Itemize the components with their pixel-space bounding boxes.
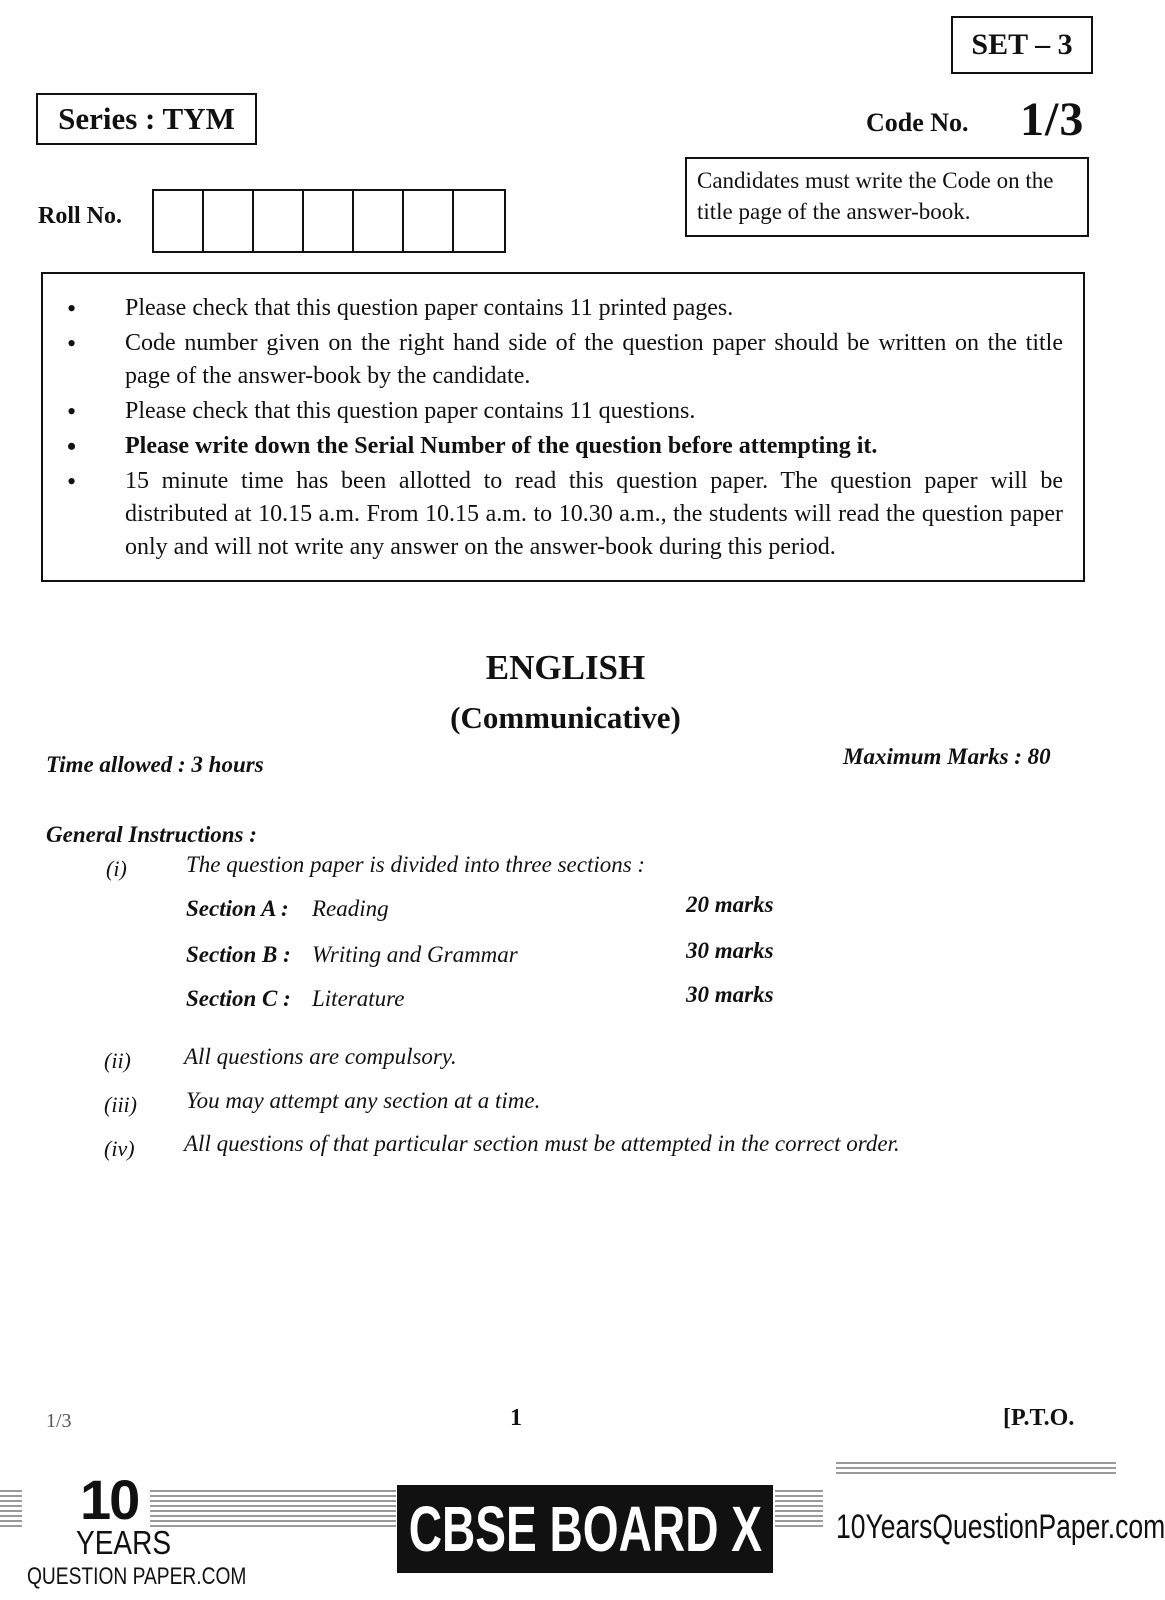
section-b-marks: 30 marks xyxy=(686,938,774,963)
instruction-item: • 15 minute time has been allotted to read this question paper. The question paper will be distributed at 10.15 a.m. From 10.15 a.m. to 10.30 a.m., the students will read the question paper only and will not write any answer on the answer-book during this period. xyxy=(67,465,1063,564)
item-number: (ii) xyxy=(104,1048,131,1073)
series-label: Series : TYM xyxy=(36,93,257,145)
section-c-desc: Literature xyxy=(312,986,405,1011)
section-a-marks: 20 marks xyxy=(686,892,774,917)
instruction-item: • Code number given on the right hand side of the question paper should be written on the title page of the answer-book by the candidate. xyxy=(67,327,1063,393)
general-instructions-heading: General Instructions : xyxy=(46,822,257,847)
decorative-stripes xyxy=(0,1490,22,1530)
item-number: (iv) xyxy=(104,1136,135,1161)
pto-label: [P.T.O. xyxy=(1003,1405,1075,1431)
section-c-name: Section C : xyxy=(186,986,291,1011)
item-text: All questions of that particular section must be attempted in the correct order. xyxy=(184,1131,900,1156)
instructions-box xyxy=(41,272,1085,582)
section-b-desc: Writing and Grammar xyxy=(312,942,518,967)
item-text: All questions are compulsory. xyxy=(184,1044,457,1069)
logo-years: YEARS xyxy=(76,1524,172,1561)
section-a-name: Section A : xyxy=(186,896,289,921)
decorative-stripes xyxy=(836,1462,1116,1480)
decorative-stripes xyxy=(775,1490,823,1530)
roll-digit-box[interactable] xyxy=(204,191,254,251)
roll-digit-box[interactable] xyxy=(404,191,454,251)
instruction-item: • Please write down the Serial Number of the question before attempting it. xyxy=(67,430,1063,463)
candidate-note: Candidates must write the Code on the title page of the answer-book. xyxy=(685,157,1089,237)
instruction-item: • Please check that this question paper contains 11 printed pages. xyxy=(67,292,1063,325)
roll-label: Roll No. xyxy=(38,203,122,229)
roll-digit-box[interactable] xyxy=(354,191,404,251)
item-number: (iii) xyxy=(104,1092,137,1117)
section-c-marks: 30 marks xyxy=(686,982,774,1007)
item-number: (i) xyxy=(106,856,127,881)
logo-number: 10 xyxy=(80,1468,139,1531)
item-text: You may attempt any section at a time. xyxy=(186,1088,541,1113)
page-number: 1 xyxy=(510,1405,522,1431)
code-value: 1/3 xyxy=(1020,93,1085,146)
section-b-name: Section B : xyxy=(186,942,291,967)
roll-digit-box[interactable] xyxy=(254,191,304,251)
instructions-list xyxy=(67,292,1063,564)
website-link[interactable]: 10YearsQuestionPaper.com xyxy=(836,1508,1165,1546)
roll-digit-box[interactable] xyxy=(304,191,354,251)
decorative-stripes xyxy=(150,1490,396,1530)
roll-digit-box[interactable] xyxy=(154,191,204,251)
logo-subtitle: QUESTION PAPER.COM xyxy=(27,1563,247,1590)
set-label: SET – 3 xyxy=(951,16,1093,74)
footer-code: 1/3 xyxy=(46,1410,72,1432)
subject-subtitle: (Communicative) xyxy=(450,700,681,735)
subject-title: ENGLISH xyxy=(485,648,646,687)
cbse-banner xyxy=(397,1485,773,1573)
instruction-item: • Please check that this question paper contains 11 questions. xyxy=(67,395,1063,428)
item-text: The question paper is divided into three sections : xyxy=(186,852,646,877)
code-label: Code No. xyxy=(866,108,969,137)
cbse-banner-text: CBSE BOARD X xyxy=(408,1493,762,1565)
section-a-desc: Reading xyxy=(312,896,389,921)
roll-number-boxes[interactable] xyxy=(152,189,506,253)
time-allowed: Time allowed : 3 hours xyxy=(46,752,264,777)
maximum-marks: Maximum Marks : 80 xyxy=(843,744,1051,769)
roll-digit-box[interactable] xyxy=(454,191,504,251)
